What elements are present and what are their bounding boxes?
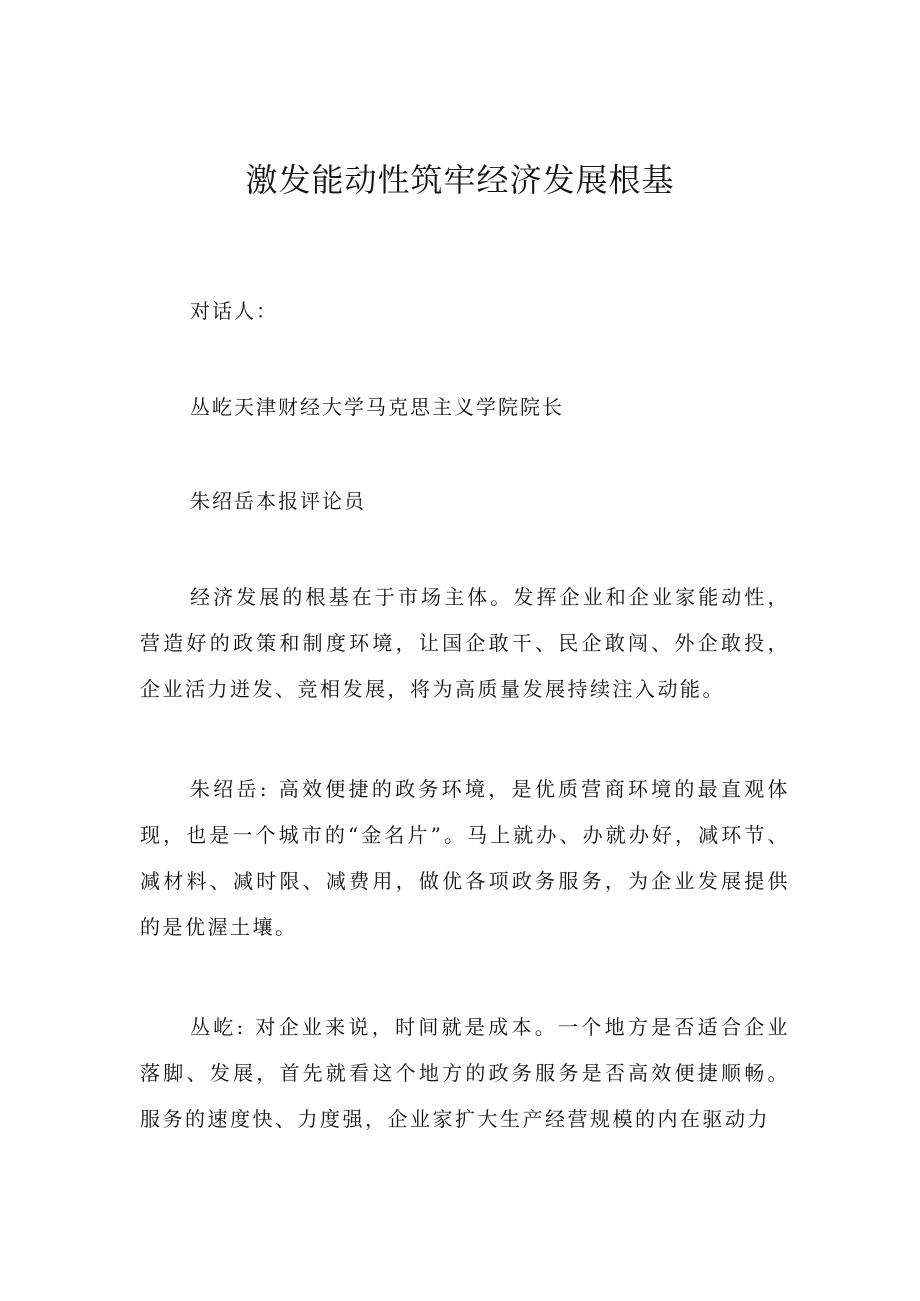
participant-1: 丛屹天津财经大学马克思主义学院院长 xyxy=(190,395,564,419)
participant-2: 朱绍岳本报评论员 xyxy=(190,489,366,513)
dialogue-label: 对话人： xyxy=(190,299,278,323)
document-title: 激发能动性筑牢经济发展根基 xyxy=(245,161,675,199)
speaker-name-2: 丛屹: xyxy=(190,1015,246,1039)
remark-paragraph-2 xyxy=(140,1004,790,1142)
remark-paragraph-1 xyxy=(140,766,790,950)
intro-paragraph: 经济发展的根基在于市场主体。发挥企业和企业家能动性，营造好的政策和制度环境，让国企敢干、民企敢闯、外企敢投，企业活力迸发、竞相发展，将为高质量发展持续注入动能。 xyxy=(140,585,790,701)
remark-text-1: 高效便捷的政务环境，是优质营商环境的最直观体现，也是一个城市的“金名片”。马上就办、办就办好，减环节、减材料、减时限、减费用，做优各项政务服务，为企业发展提供的是优渥土壤。 xyxy=(140,777,790,939)
speaker-name-1: 朱绍岳: xyxy=(190,777,270,801)
remark-text-2: 对企业来说，时间就是成本。一个地方是否适合企业落脚、发展，首先就看这个地方的政务服务是否高效便捷顺畅。服务的速度快、力度强，企业家扩大生产经营规模的内在驱动力 xyxy=(140,1015,790,1131)
